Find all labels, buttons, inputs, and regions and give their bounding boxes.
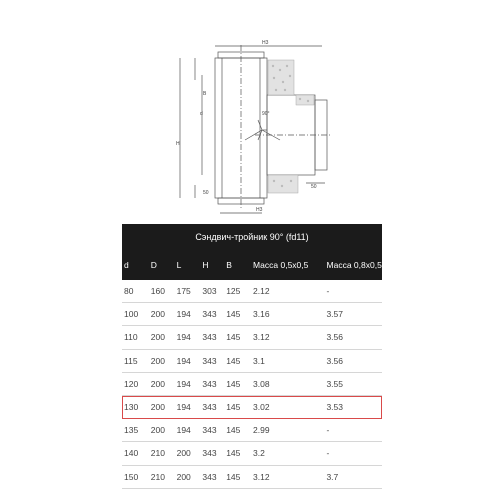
cell: 343 bbox=[202, 355, 217, 366]
cell: 3.16 bbox=[253, 309, 270, 320]
table-row bbox=[122, 373, 382, 396]
cell: 145 bbox=[226, 309, 241, 320]
cell: 3.02 bbox=[253, 402, 270, 413]
dim-top: H3 bbox=[262, 40, 269, 46]
cell: 194 bbox=[176, 402, 191, 413]
cell: 194 bbox=[176, 425, 191, 436]
cell: 3.2 bbox=[253, 448, 265, 459]
col-header: L bbox=[176, 260, 182, 270]
cell: 343 bbox=[202, 425, 217, 436]
cell: 120 bbox=[124, 378, 139, 389]
cell: 135 bbox=[124, 425, 139, 436]
cell: 194 bbox=[176, 355, 191, 366]
col-header: Масса 0,8х0,5 bbox=[326, 260, 382, 270]
technical-drawing bbox=[0, 0, 500, 222]
cell: 3.55 bbox=[326, 378, 343, 389]
table-body bbox=[122, 280, 382, 489]
cell: 2.12 bbox=[253, 286, 270, 297]
cell: 194 bbox=[176, 378, 191, 389]
table-row bbox=[122, 326, 382, 349]
cell: 140 bbox=[124, 448, 139, 459]
cell: 343 bbox=[202, 448, 217, 459]
cell: 3.57 bbox=[326, 309, 343, 320]
cell: 3.12 bbox=[253, 471, 270, 482]
cell: 200 bbox=[150, 332, 165, 343]
cell: 110 bbox=[124, 332, 138, 343]
cell: 3.56 bbox=[326, 355, 343, 366]
cell: 80 bbox=[124, 286, 134, 297]
cell: 145 bbox=[226, 448, 241, 459]
cell: 3.08 bbox=[253, 378, 270, 389]
cell: 200 bbox=[176, 448, 191, 459]
cell: 3.1 bbox=[253, 355, 265, 366]
cell: 145 bbox=[226, 471, 241, 482]
dim-height: H bbox=[176, 141, 180, 147]
cell: 343 bbox=[202, 471, 217, 482]
cell: 200 bbox=[150, 355, 165, 366]
cell: 145 bbox=[226, 402, 241, 413]
cell: 160 bbox=[150, 286, 165, 297]
cell: 3.12 bbox=[253, 332, 270, 343]
cell: 3.56 bbox=[326, 332, 343, 343]
cell: 145 bbox=[226, 332, 241, 343]
cell: 200 bbox=[176, 471, 191, 482]
col-header: D bbox=[150, 260, 157, 270]
table-row bbox=[122, 280, 382, 303]
cell: 194 bbox=[176, 332, 191, 343]
table-header-row bbox=[122, 250, 382, 280]
specification-table bbox=[122, 224, 382, 489]
cell: - bbox=[326, 425, 330, 436]
cell: 200 bbox=[150, 309, 165, 320]
table-row bbox=[122, 466, 382, 489]
cell: 2.99 bbox=[253, 425, 270, 436]
cell: 145 bbox=[226, 425, 241, 436]
cell: 100 bbox=[124, 309, 139, 320]
cell: 343 bbox=[202, 402, 217, 413]
cell: 210 bbox=[150, 448, 165, 459]
dim-left-small: 50 bbox=[203, 190, 209, 196]
cell: - bbox=[326, 286, 330, 297]
col-header: H bbox=[202, 260, 209, 270]
cell: 200 bbox=[150, 402, 165, 413]
cell: 145 bbox=[226, 355, 241, 366]
cell: 125 bbox=[226, 286, 241, 297]
table-row bbox=[122, 303, 382, 326]
cell: 343 bbox=[202, 332, 217, 343]
tee-schematic bbox=[0, 0, 500, 222]
cell: - bbox=[326, 448, 330, 459]
cell: 175 bbox=[176, 286, 191, 297]
table-row bbox=[122, 442, 382, 465]
table-row bbox=[122, 350, 382, 373]
cell: 200 bbox=[150, 378, 165, 389]
cell: 210 bbox=[150, 471, 165, 482]
col-header: Масса 0,5х0,5 bbox=[253, 260, 309, 270]
cell: 343 bbox=[202, 378, 217, 389]
cell: 303 bbox=[202, 286, 217, 297]
table-row bbox=[122, 419, 382, 442]
cell: 130 bbox=[124, 402, 139, 413]
cell: 200 bbox=[150, 425, 165, 436]
dim-angle: 90° bbox=[262, 111, 270, 117]
col-header: B bbox=[226, 260, 232, 270]
dim-side: B bbox=[203, 91, 207, 97]
cell: 343 bbox=[202, 309, 217, 320]
cell: 115 bbox=[124, 355, 138, 366]
dim-right-small: 50 bbox=[311, 184, 317, 190]
table-row-highlighted bbox=[122, 396, 382, 419]
cell: 145 bbox=[226, 378, 241, 389]
dim-bottom: H3 bbox=[256, 207, 263, 213]
cell: 194 bbox=[176, 309, 191, 320]
col-header: d bbox=[124, 260, 129, 270]
cell: 3.53 bbox=[326, 402, 343, 413]
cell: 3.7 bbox=[326, 471, 339, 482]
dim-d: d bbox=[200, 111, 203, 117]
cell: 150 bbox=[124, 471, 139, 482]
table-title: Сэндвич-тройник 90° (fd11) bbox=[122, 224, 382, 250]
